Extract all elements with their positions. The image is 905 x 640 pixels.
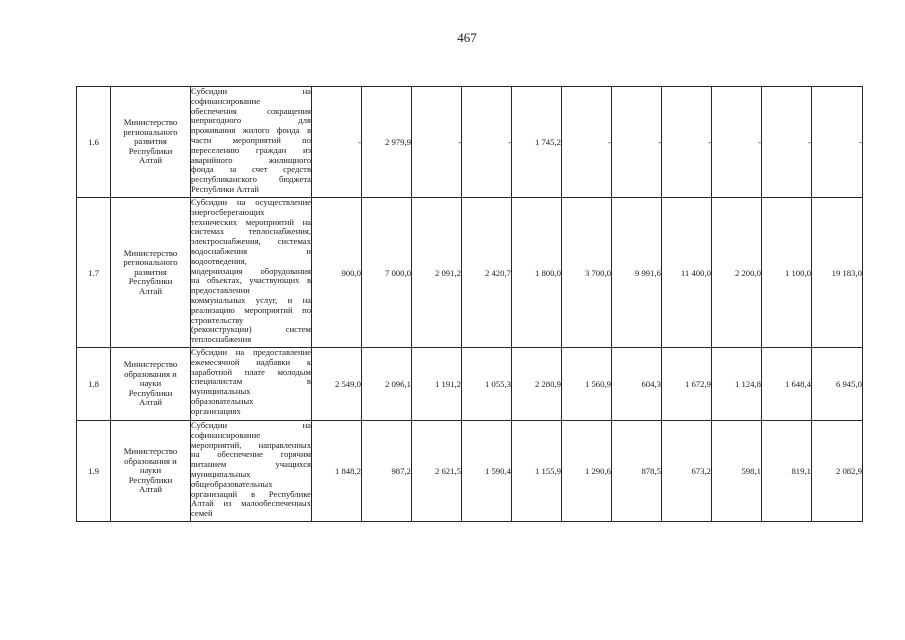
table-row [77, 348, 863, 421]
value-cell: 1 590,4 [462, 421, 512, 522]
value-cell: 673,2 [662, 421, 712, 522]
value-cell: 1 055,3 [462, 348, 512, 421]
ministry-line: Министерство [123, 117, 178, 128]
value-cell: 878,5 [612, 421, 662, 522]
value-cell: 1 800,0 [512, 198, 562, 348]
value-cell: 1 124,8 [712, 348, 762, 421]
ministry-line: Министерство [123, 247, 178, 258]
value-cell: - [412, 87, 462, 198]
value-cell: 2 420,7 [462, 198, 512, 348]
description-line: водоотведения, [191, 255, 247, 266]
ministry-line: регионального [123, 126, 178, 137]
description-line: образовательных [191, 395, 254, 406]
value-cell: 1 745,2 [512, 87, 562, 198]
description-line: переселению граждан из [191, 144, 311, 155]
description-line: на обеспечение горячим [191, 449, 311, 460]
ministry-line: науки [139, 378, 162, 389]
ministry-line: развития [134, 266, 167, 277]
budget-table [76, 86, 863, 522]
ministry-line: Министерство [123, 446, 178, 457]
ministry-line: Алтай [138, 155, 163, 166]
description-line: Субсидии на предоставление [191, 347, 311, 357]
description-line: республиканского бюджета [191, 174, 311, 185]
ministry-line: Республики [128, 145, 173, 156]
ministry-cell [111, 198, 191, 348]
description-line: электроснабжения, системах [191, 236, 311, 247]
ministry-line: образования и [124, 455, 177, 466]
value-cell: 11 400,0 [662, 198, 712, 348]
value-cell: 6 945,0 [812, 348, 863, 421]
value-cell: 2 549,0 [312, 348, 362, 421]
description-line: строительству [191, 314, 244, 325]
ministry-cell [111, 421, 191, 522]
value-cell: - [562, 87, 612, 198]
value-cell: - [312, 87, 362, 198]
table-row [77, 198, 863, 348]
description-line: реализацию мероприятий по [191, 304, 311, 315]
value-cell: 2 621,5 [412, 421, 462, 522]
value-cell: - [612, 87, 662, 198]
description-line: заработной плате молодым [191, 366, 311, 377]
description-cell [191, 198, 312, 348]
description-line: специалистам в [191, 376, 311, 387]
description-line: питанием учащихся [191, 459, 311, 470]
value-cell: 819,1 [762, 421, 812, 522]
description-cell [191, 421, 312, 522]
value-cell: 1 648,4 [762, 348, 812, 421]
description-cell [191, 348, 312, 421]
ministry-line: Республики [128, 387, 173, 398]
value-cell: - [662, 87, 712, 198]
value-cell: - [712, 87, 762, 198]
value-cell: 1 560,9 [562, 348, 612, 421]
row-number: 1.8 [77, 348, 111, 421]
value-cell: 2 091,2 [412, 198, 462, 348]
description-line: модернизация оборудования [191, 265, 311, 276]
value-cell: 1 191,2 [412, 348, 462, 421]
row-number: 1.6 [77, 87, 111, 198]
ministry-line: Алтай [138, 484, 163, 495]
value-cell: 7 000,0 [362, 198, 412, 348]
value-cell: 2 979,9 [362, 87, 412, 198]
value-cell: 1 290,6 [562, 421, 612, 522]
description-line: Субсидии на [191, 420, 311, 430]
description-line: общеобразовательных [191, 478, 273, 489]
ministry-line: развития [134, 136, 167, 147]
ministry-line: Республики [128, 474, 173, 485]
value-cell: 1 155,9 [512, 421, 562, 522]
row-number: 1.7 [77, 198, 111, 348]
description-line: водоснабжения и [191, 245, 311, 256]
value-cell: 2 200,0 [712, 198, 762, 348]
description-line: Субсидии на осуществление [191, 197, 311, 207]
description-line: технических мероприятий на [191, 216, 311, 227]
description-line: ежемесячной надбавки к [191, 356, 311, 367]
description-cell [191, 87, 312, 198]
description-line: на объектах, участвующих в [191, 275, 311, 286]
description-line: фонда за счет средств [191, 164, 311, 175]
description-line: организациях [191, 405, 241, 416]
value-cell: 604,3 [612, 348, 662, 421]
description-line: мероприятий, направленных [191, 439, 311, 450]
table-row [77, 421, 863, 522]
value-cell: 2 096,1 [362, 348, 412, 421]
ministry-cell [111, 348, 191, 421]
description-line: предоставлении [191, 285, 250, 296]
value-cell: 3 700,0 [562, 198, 612, 348]
value-cell: - [762, 87, 812, 198]
description-line: обеспечения сокращения [191, 105, 311, 116]
description-line: аварийного жилищного [191, 154, 311, 165]
description-line: теплоснабжения [191, 334, 252, 345]
value-cell: 9 991,6 [612, 198, 662, 348]
ministry-cell [111, 87, 191, 198]
value-cell: 598,1 [712, 421, 762, 522]
value-cell: 2 082,9 [812, 421, 863, 522]
description-line: (реконструкции) систем [191, 324, 311, 335]
ministry-line: Министерство [123, 359, 178, 370]
row-number: 1.9 [77, 421, 111, 522]
description-line: софинансирование [191, 429, 261, 440]
value-cell: - [462, 87, 512, 198]
ministry-line: Алтай [138, 285, 163, 296]
description-line: проживания жилого фонда в [191, 125, 311, 136]
value-cell: 19 183,0 [812, 198, 863, 348]
value-cell: 1 848,2 [312, 421, 362, 522]
ministry-line: образования и [124, 368, 177, 379]
value-cell: 1 672,9 [662, 348, 712, 421]
ministry-line: Алтай [138, 397, 163, 408]
value-cell: - [812, 87, 863, 198]
description-line: системах теплоснабжения, [191, 226, 311, 237]
ministry-line: регионального [123, 257, 178, 268]
table-row [77, 87, 863, 198]
description-line: муниципальных [191, 468, 251, 479]
ministry-line: Республики [128, 276, 173, 287]
description-line: семей [191, 508, 213, 519]
description-line: организаций в Республике [191, 488, 311, 499]
description-line: Субсидии на [191, 86, 311, 96]
description-line: непригодного для [191, 115, 311, 126]
value-cell: 2 280,9 [512, 348, 562, 421]
description-line: части мероприятий по [191, 134, 311, 145]
description-line: Республики Алтай [191, 183, 260, 194]
value-cell: 1 100,0 [762, 198, 812, 348]
value-cell: 987,2 [362, 421, 412, 522]
value-cell: 900,0 [312, 198, 362, 348]
description-line: муниципальных [191, 386, 251, 397]
ministry-line: науки [139, 465, 162, 476]
description-line: Алтай из малообеспеченных [191, 498, 311, 509]
description-line: коммунальных услуг, и на [191, 294, 311, 305]
description-line: софинансирование [191, 95, 261, 106]
page-number: 467 [457, 30, 477, 45]
description-line: энергосберегающих [191, 206, 265, 217]
